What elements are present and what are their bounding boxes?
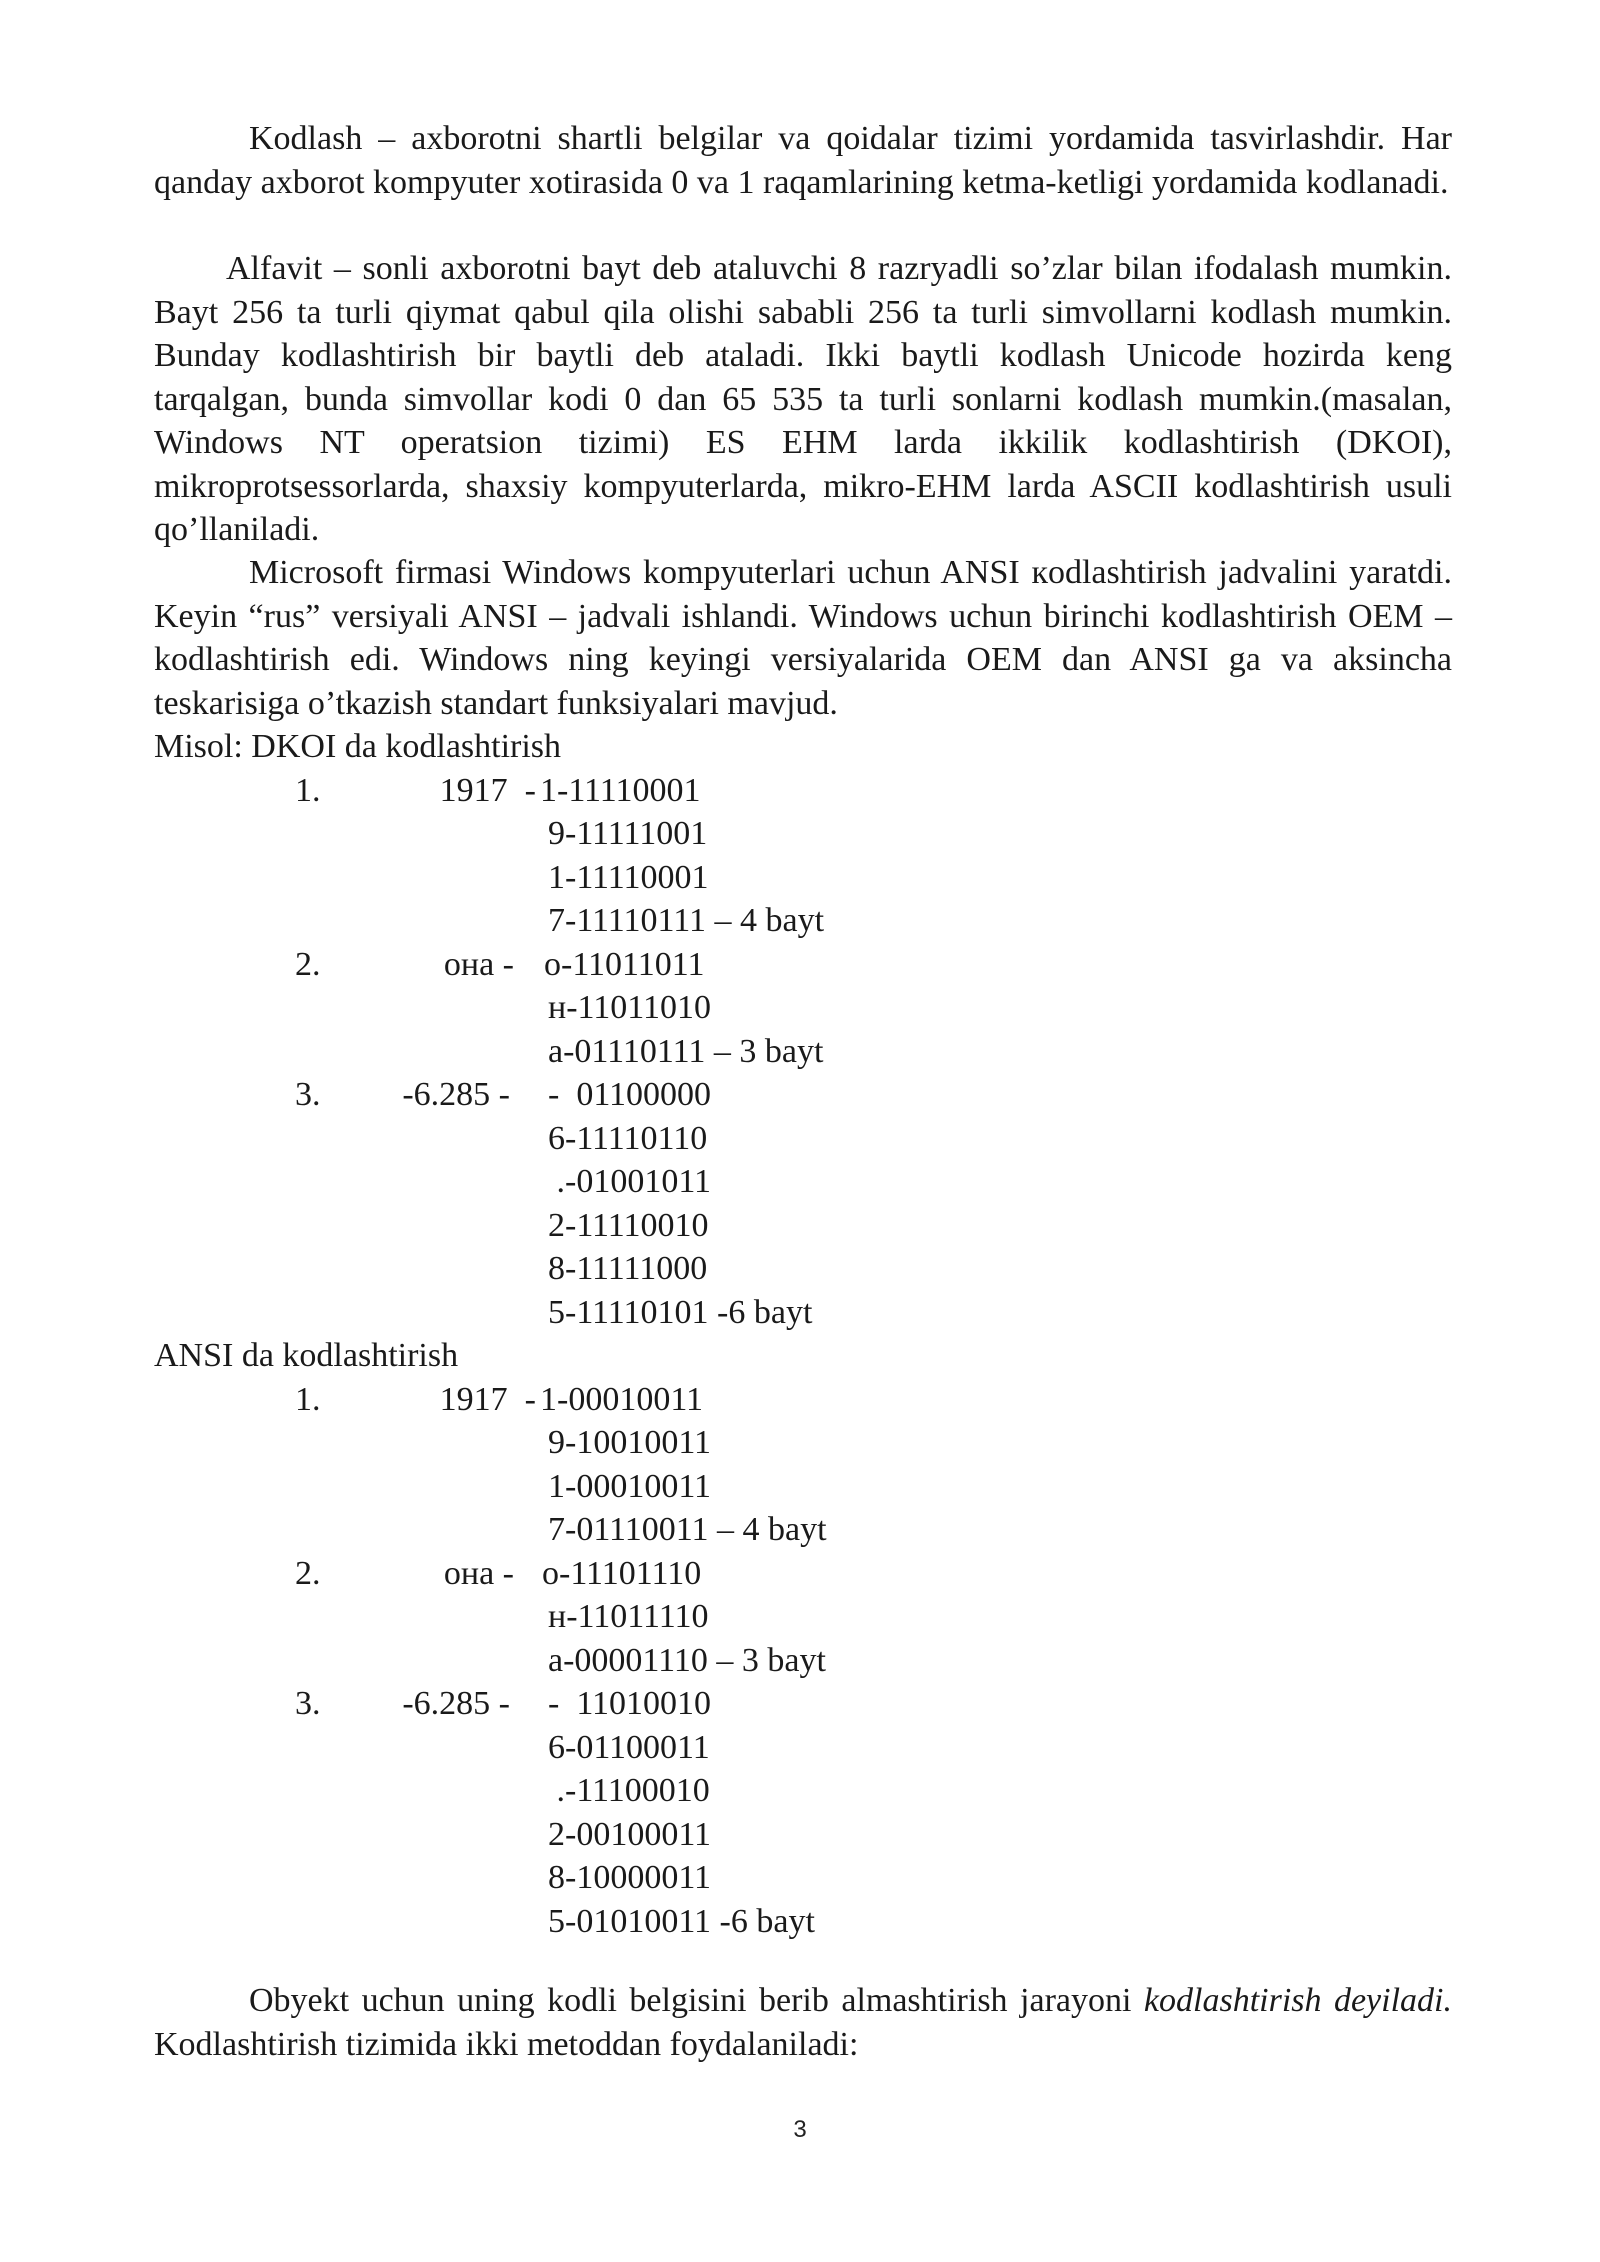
paragraph-kodlash: Kodlash – axborotni shartli belgilar va qoidalar tizimi yordamida tasvirlashdir. Har qanday axborot kompyuter xotirasida 0 va 1 raqamlarining ketma-ketligi yordamida kodlanadi.: [154, 120, 1452, 201]
obyekt-text-end: Kodlashtirish tizimida ikki metoddan foydalaniladi:: [154, 2025, 859, 2063]
ansi-item-2-code: н-11011110: [548, 1598, 709, 1635]
ansi-item-3-term: -6.285 -: [402, 1685, 510, 1722]
paragraph-microsoft: Microsoft firmasi Windows kompyuterlari uchun ANSI кodlashtirish jadvalini yaratdi. Keyin “rus” versiyali ANSI – jadvali ishlandi. Windows uchun birinchi kodlashtirish OEM – kodlashtirish edi. Windows ning keyingi versiyalarida OEM dan ANSI ga va aksincha teskarisiga o’tkazish standart funksiyalari mavjud.: [154, 554, 1452, 722]
dkoi-item-3-code: .-01001011: [548, 1163, 712, 1200]
ansi-item-3-code: 6-01100011: [548, 1729, 710, 1766]
ansi-item-1-code: 1-00010011: [540, 1381, 704, 1418]
dkoi-item-3-code: 5-11110101 -6 bayt: [548, 1294, 813, 1331]
obyekt-text: Obyekt uchun uning kodli belgisini berib almashtirish jarayoni: [249, 1982, 1144, 2019]
dkoi-item-2-code: н-11011010: [548, 989, 711, 1026]
ansi-item-1-code: 9-10010011: [548, 1424, 712, 1461]
ansi-item-2-term: она -: [443, 1555, 514, 1592]
paragraph-alfavit: Alfavit – sonli axborotni bayt deb ataluvchi 8 razryadli so’zlar bilan ifodalash mumkin. Bayt 256 ta turli qiymat qabul qila olishi sababli 256 ta turli simvollarni kodlash mumkin. Bunday kodlashtirish bir baytli deb ataladi. Ikki baytli kodlash Unicode hozirda keng tarqalgan, bunda simvollar kodi 0 dan 65 535 ta turli sonlarni kodlash mumkin.(masalan, Windows NT operatsion tizimi) ES EHM larda ikkilik kodlashtirish (DKOI), mikroprotsessorlarda, shaxsiy kompyuterlarda, mikro-EHM larda ASCII kodlashtirish usuli qo’llaniladi.: [154, 250, 1452, 548]
dkoi-item-1-code: 1-11110001: [540, 772, 701, 809]
ansi-item-1-term: 1917 -: [439, 1381, 536, 1418]
page-number: 3: [793, 2116, 807, 2143]
dkoi-item-3-code: 6-11110110: [548, 1120, 708, 1157]
dkoi-item-3-term: -6.285 -: [402, 1076, 510, 1113]
ansi-heading: ANSI da kodlashtirish: [154, 1337, 459, 1374]
dkoi-item-1-term: 1917 -: [439, 772, 536, 809]
dkoi-item-3-code: - 01100000: [548, 1076, 712, 1113]
dkoi-item-1-code: 1-11110001: [548, 859, 709, 896]
dkoi-item-3-code: 2-11110010: [548, 1207, 709, 1244]
dkoi-item-2-code: о-11011011: [544, 946, 705, 983]
dkoi-item-1-number: 1.: [295, 772, 321, 809]
ansi-item-3-code: - 11010010: [548, 1685, 712, 1722]
dkoi-item-2-code: а-01110111 – 3 bayt: [548, 1033, 824, 1070]
ansi-item-3-code: 5-01010011 -6 bayt: [548, 1903, 815, 1940]
ansi-item-3-number: 3.: [295, 1685, 321, 1722]
dkoi-item-3-number: 3.: [295, 1076, 321, 1113]
paragraph-obyekt: [154, 1979, 1452, 2066]
dkoi-item-1-code: 7-11110111 – 4 bayt: [548, 902, 825, 939]
dkoi-item-3-code: 8-11111000: [548, 1250, 708, 1287]
ansi-item-1-code: 7-01110011 – 4 bayt: [548, 1511, 827, 1548]
ansi-item-1-number: 1.: [295, 1381, 321, 1418]
ansi-item-2-code: а-00001110 – 3 bayt: [548, 1642, 826, 1679]
ansi-item-1-code: 1-00010011: [548, 1468, 712, 1505]
obyekt-italic-term: kodlashtirish deyiladi.: [1143, 1982, 1452, 2019]
ansi-item-2-code: о-11101110: [542, 1555, 702, 1592]
ansi-item-3-code: 2-00100011: [548, 1816, 712, 1853]
dkoi-item-2-term: она -: [443, 946, 514, 983]
dkoi-item-2-number: 2.: [295, 946, 321, 983]
dkoi-heading: Misol: DKOI da kodlashtirish: [154, 728, 562, 765]
ansi-item-3-code: 8-10000011: [548, 1859, 712, 1896]
ansi-item-3-code: .-11100010: [548, 1772, 710, 1809]
ansi-item-2-number: 2.: [295, 1555, 321, 1592]
dkoi-item-1-code: 9-11111001: [548, 815, 708, 852]
